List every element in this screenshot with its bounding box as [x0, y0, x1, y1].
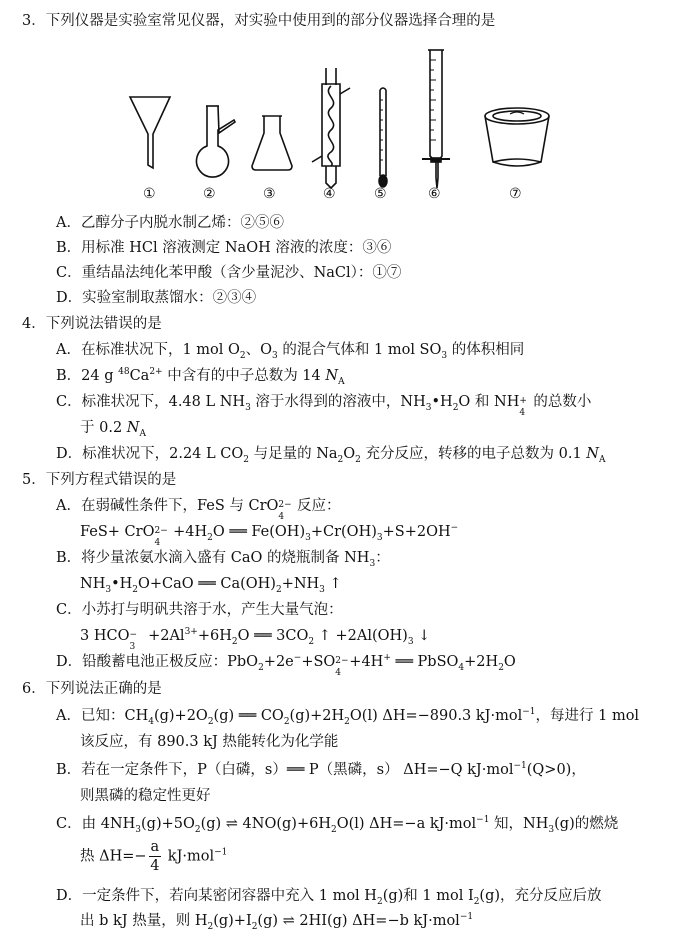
q5-option-a-equation: FeS+ CrO 2− 4 $+4H_2O$ ══ $Fe(OH)_3+Cr(OH)_3+S+2OH^-$: [80, 523, 459, 548]
crucible-icon: [485, 108, 549, 166]
question-6-stem: 6．下列说法正确的是: [22, 681, 162, 697]
q5-option-c: C．小苏打与明矾共溶于水，产生大量气泡：: [56, 602, 343, 618]
q5-option-c-equation: 3 HCO − 3 $+2Al^{3+}+6H_2O$ ══ $3CO_2$ ↑ $+2Al(OH)_3$ ↓: [80, 627, 431, 652]
q6-option-a-cont: 该反应，有 890.3 kJ 热能转化为化学能: [80, 734, 339, 750]
q3-option-d: D．实验室制取蒸馏水：②③④: [56, 290, 257, 306]
apparatus-label-4: ④: [323, 186, 336, 202]
q4-option-c-cont: 于 0.2 $N_A$: [80, 420, 146, 439]
apparatus-label-3: ③: [263, 186, 276, 202]
question-4-stem: 4．下列说法错误的是: [22, 316, 162, 332]
condenser-icon: [312, 68, 350, 188]
q4-option-a: A．在标准状况下，1 mol $O_2$、$O_3$ 的混合气体和 1 mol $SO_3$ 的体积相同: [56, 342, 525, 361]
q6-option-c-cont: 热 ΔH=− $\frac{a}{4}$ kJ·mol$^{-1}$: [80, 839, 228, 874]
q5-option-a: A．在弱碱性条件下，FeS 与 CrO 2− 4 反应：: [56, 498, 341, 522]
apparatus-label-1: ①: [143, 186, 156, 202]
q5-option-b-equation: $NH_3•H_2O+CaO$ ══ $Ca(OH)_2+NH_3$ ↑: [80, 576, 342, 595]
apparatus-label-2: ②: [203, 186, 216, 202]
q3-option-b: B．用标准 HCl 溶液测定 NaOH 溶液的浓度：③⑥: [56, 240, 392, 256]
q6-option-d-cont: 出 b kJ 热量，则 $H_2(g)+I_2(g)$ ⇌ 2HI(g) ΔH=−b kJ·mol$^{-1}$: [80, 912, 474, 932]
apparatus-label-5: ⑤: [374, 186, 387, 202]
q4-option-d: D．标准状况下，2.24 L $CO_2$ 与足量的 $Na_2O_2$ 充分反应，转移的电子总数为 0.1 $N_A$: [56, 446, 606, 465]
thermometer-icon: [379, 88, 387, 187]
fraction-a-over-4: $\frac{a}{4}$: [150, 839, 160, 874]
q6-option-a: A．已知：$CH_4(g)+2O_2(g)$ ══ $CO_2(g)+2H_2O(l)$ ΔH=−890.3 kJ·mol$^{-1}$，每进行 1 mol: [56, 707, 640, 727]
q3-option-c: C．重结晶法纯化苯甲酸（含少量泥沙、NaCl）：①⑦: [56, 265, 402, 281]
q6-option-c: C．由 $4NH_3(g)+5O_2(g)$ ⇌ $4NO(g)+6H_2O(l)$ ΔH=−a kJ·mol$^{-1}$ 知，$NH_3(g)$的燃烧: [56, 815, 619, 835]
apparatus-label-7: ⑦: [509, 186, 522, 202]
apparatus-label-6: ⑥: [428, 186, 441, 202]
question-5-stem: 5．下列方程式错误的是: [22, 472, 177, 488]
q6-option-b-cont: 则黑磷的稳定性更好: [80, 788, 211, 804]
q4-option-b: B．24 g $^{48}Ca^{2+}$ 中含有的中子总数为 14 $N_A$: [56, 367, 345, 387]
distillation-flask-icon: [197, 106, 236, 177]
q4-option-c: C．标准状况下，4.48 L $NH_3$ 溶于水得到的溶液中，$NH_3•H_2O$ 和 NH + 4 的总数小: [56, 394, 592, 418]
q5-option-b: B．将少量浓氨水滴入盛有 CaO 的烧瓶制备 $NH_3$：: [56, 550, 390, 569]
q6-option-b: B．若在一定条件下，P（白磷，s）══ P（黑磷，s） ΔH=−Q kJ·mol$^{-1}$(Q>0)，: [56, 761, 586, 778]
q6-option-d: D．一定条件下，若向某密闭容器中充入 1 mol $H_2(g)$和 1 mol $I_2(g)$，充分反应后放: [56, 888, 602, 907]
conical-flask-icon: [252, 116, 292, 170]
question-3-stem: 3．下列仪器是实验室常见仪器，对实验中使用到的部分仪器选择合理的是: [22, 13, 496, 29]
funnel-icon: [130, 97, 170, 168]
burette-icon: [422, 50, 450, 188]
q3-option-a: A．乙醇分子内脱水制乙烯：②⑤⑥: [56, 215, 284, 231]
q5-option-d: D．铅酸蓄电池正极反应：PbO$_2$+2e−+SO 2− 4 +4H+ ══ $PbSO_4+2H_2O$: [56, 653, 516, 678]
apparatus-figure: [0, 38, 692, 208]
